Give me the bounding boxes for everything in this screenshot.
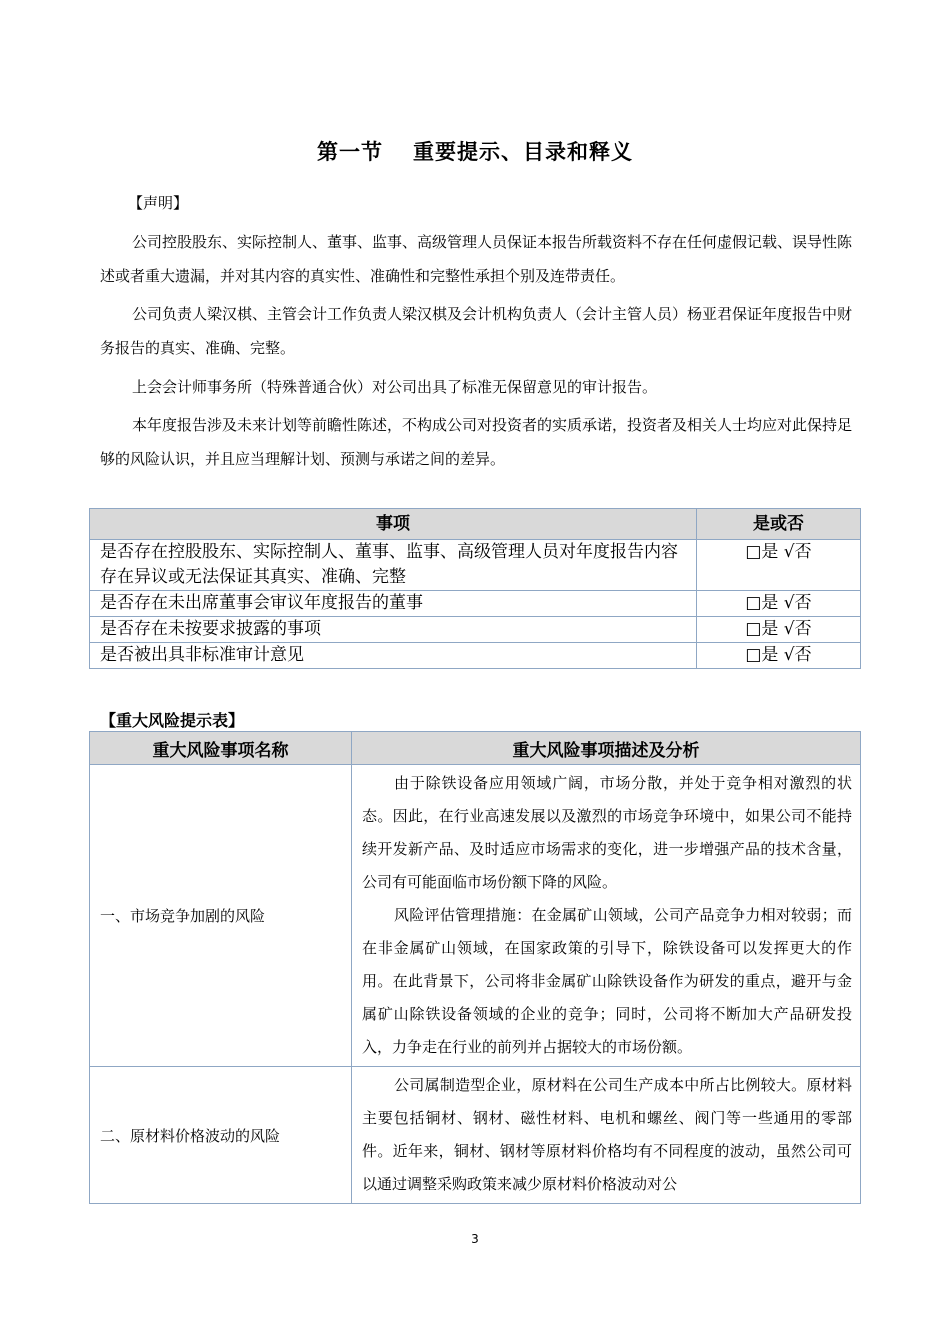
risk-name: 一、市场竞争加剧的风险 [90,765,352,1067]
table-row [90,765,861,1067]
risk-desc [352,765,861,1067]
check-table [89,508,861,669]
row-item: 是否存在未出席董事会审议年度报告的董事 [90,591,697,617]
risk-table-header [90,732,861,765]
section-number: 第一节 [317,140,383,164]
risk-desc-paragraph: 公司属制造型企业，原材料在公司生产成本中所占比例较大。原材料主要包括铜材、钢材、磁性材料、电机和螺丝、阀门等一些通用的零部件。近年来，铜材、钢材等原材料价格均有不同程度的波动，虽然公司可以通过调整采购政策来减少原材料价格波动对公 [362,1076,852,1193]
risk-desc-paragraph: 由于除铁设备应用领域广阔，市场分散，并处于竞争相对激烈的状态。因此，在行业高速发展以及激烈的市场竞争环境中，如果公司不能持续开发新产品、及时适应市场需求的变化，进一步增强产品的技术含量，公司有可能面临市场份额下降的风险。 [362,774,852,891]
page-number: 3 [471,1232,479,1246]
risk-table-label: 【重大风险提示表】 [100,711,245,730]
table-row [90,643,861,669]
risk-desc-paragraph: 风险评估管理措施：在金属矿山领域，公司产品竞争力相对较弱；而在非金属矿山领域，在国家政策的引导下，除铁设备可以发挥更大的作用。在此背景下，公司将非金属矿山除铁设备作为研发的重点，避开与金属矿山除铁设备领域的企业的竞争；同时，公司将不断加大产品研发投入，力争走在行业的前列并占据较大的市场份额。 [362,906,852,1056]
header-item: 事项 [90,509,697,540]
paragraph-1: 公司控股股东、实际控制人、董事、监事、高级管理人员保证本报告所载资料不存在任何虚假记载、误导性陈述或者重大遗漏，并对其内容的真实性、准确性和完整性承担个别及连带责任。 [100,233,853,285]
row-answer: □是 √否 [697,617,861,643]
risk-table [89,731,861,1204]
table-row [90,617,861,643]
paragraph-3: 上会会计师事务所（特殊普通合伙）对公司出具了标准无保留意见的审计报告。 [132,378,658,396]
check-table-header [90,509,861,540]
row-item: 是否存在未按要求披露的事项 [90,617,697,643]
row-item: 是否被出具非标准审计意见 [90,643,697,669]
header-risk-desc: 重大风险事项描述及分析 [352,732,861,765]
table-row [90,540,861,591]
header-risk-name: 重大风险事项名称 [90,732,352,765]
row-answer: □是 √否 [697,643,861,669]
header-answer: 是或否 [697,509,861,540]
row-answer: □是 √否 [697,591,861,617]
risk-desc [352,1067,861,1204]
section-title [0,136,950,166]
row-answer: □是 √否 [697,540,861,591]
table-row [90,1067,861,1204]
declaration-label: 【声明】 [128,194,189,212]
paragraph-4: 本年度报告涉及未来计划等前瞻性陈述，不构成公司对投资者的实质承诺，投资者及相关人士均应对此保持足够的风险认识，并且应当理解计划、预测与承诺之间的差异。 [100,416,853,468]
table-row [90,591,861,617]
row-item: 是否存在控股股东、实际控制人、董事、监事、高级管理人员对年度报告内容存在异议或无法保证其真实、准确、完整 [90,540,697,591]
section-name: 重要提示、目录和释义 [413,140,633,164]
risk-name: 二、原材料价格波动的风险 [90,1067,352,1204]
paragraph-2: 公司负责人梁汉棋、主管会计工作负责人梁汉棋及会计机构负责人（会计主管人员）杨亚君保证年度报告中财务报告的真实、准确、完整。 [100,305,853,357]
